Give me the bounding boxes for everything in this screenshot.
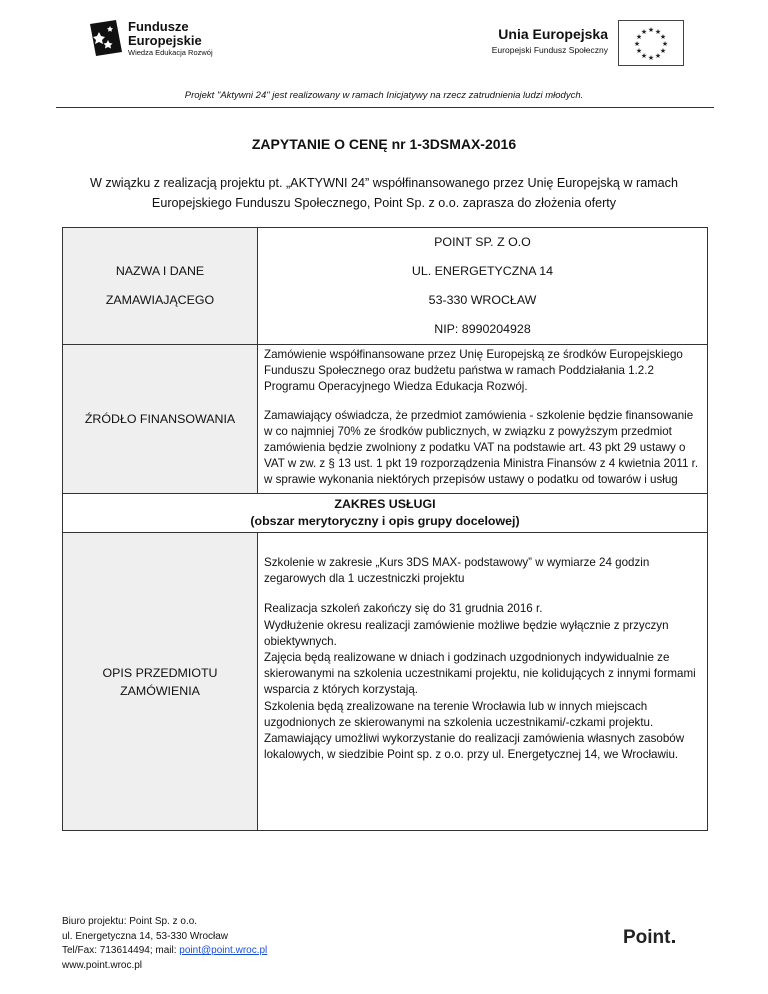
page-title: ZAPYTANIE O CENĘ nr 1-3DSMAX-2016 xyxy=(251,136,517,152)
desc-line-5: Zamawiający umożliwi wykorzystanie do realizacji zamówienia własnych zasobów lokalowych, w siedzibie Point sp. z o.o. przy ul. Energetycznej 14, we Wrocławiu. xyxy=(264,732,685,762)
financing-para2: Zamawiający oświadcza, że przedmiot zamówienia - szkolenie będzie finansowanie w co najmniej 70% ze środków publicznych, w związku z powyższym przedmiot zamówienia będzie zwolniony z podatku VAT na podstawie art. 43 pkt 29 ustawy o VAT w zw. z § 13 ust. 1 pkt 19 rozporządzenia Ministra Finansów z 4 kwietnia 2011 r. w sprawie wykonania niektórych przepisów ustawy o podatku od towarów i usług xyxy=(264,408,699,487)
eu-logo-line2: Europejski Fundusz Społeczny xyxy=(491,45,608,55)
label-financing: ŹRÓDŁO FINANSOWANIA xyxy=(84,412,236,426)
svg-text:★: ★ xyxy=(633,40,641,48)
svg-text:★: ★ xyxy=(661,40,669,48)
financing-para1: Zamówienie współfinansowane przez Unię Europejską ze środków Europejskiego Funduszu Społecznego oraz budżetu państwa w ramach Poddziałania 1.2.2 Programu Operacyjnego Wiedza Edukacja Rozwój. xyxy=(264,348,683,394)
footer-website: www.point.wroc.pl xyxy=(62,959,143,971)
inquiry-table xyxy=(62,227,708,831)
footer-line3 xyxy=(62,944,267,959)
header-divider xyxy=(56,107,714,108)
point-logo xyxy=(623,927,675,949)
value-cell xyxy=(258,533,708,831)
desc-line-1: Realizacja szkoleń zakończy się do 31 grudnia 2016 r. xyxy=(264,602,543,616)
svg-text:★: ★ xyxy=(654,28,662,36)
footer-contact xyxy=(62,915,267,973)
svg-text:★: ★ xyxy=(640,28,648,36)
point-logo-dot xyxy=(672,940,675,943)
label-desc-line1: OPIS PRZEDMIOTU xyxy=(102,665,218,680)
row-contracting-party xyxy=(63,228,708,345)
footer-line2: ul. Energetyczna 14, 53-330 Wrocław xyxy=(62,930,229,942)
section-title: ZAKRES USŁUGI xyxy=(334,497,436,511)
point-logo-text: Point xyxy=(623,927,671,948)
label-cell xyxy=(63,345,258,494)
section-cell xyxy=(63,494,708,533)
fe-logo-line2: Europejskie xyxy=(128,32,202,48)
svg-text:★: ★ xyxy=(647,54,655,62)
row-description xyxy=(63,533,708,831)
value-cell xyxy=(258,228,708,345)
row-section-heading xyxy=(63,494,708,533)
row-financing xyxy=(63,345,708,494)
svg-text:★: ★ xyxy=(654,52,662,60)
label-name-line2: ZAMAWIAJĄCEGO xyxy=(105,292,215,307)
party-city: 53-330 WROCŁAW xyxy=(428,293,537,307)
eu-logo xyxy=(470,20,690,66)
svg-text:★: ★ xyxy=(640,52,648,60)
footer-line1: Biuro projektu: Point Sp. z o.o. xyxy=(62,916,198,927)
svg-text:★: ★ xyxy=(659,47,667,55)
party-nip: NIP: 8990204928 xyxy=(434,322,531,336)
party-name: POINT SP. Z O.O xyxy=(434,235,531,249)
project-note: Projekt "Aktywni 24" jest realizowany w ramach Inicjatywy na rzecz zatrudnienia ludzi młodych. xyxy=(184,90,584,101)
email-link[interactable]: point@point.wroc.pl xyxy=(179,945,268,956)
svg-text:★: ★ xyxy=(647,26,655,34)
label-cell xyxy=(63,533,258,831)
svg-text:★: ★ xyxy=(659,33,667,41)
desc-line-3: Zajęcia będą realizowane w dniach i godzinach uzgodnionych indywidualnie ze skierowanymi na szkolenia uczestnikami projektu, nie kolidujących z innymi formami wsparcia z których korzystają. xyxy=(264,651,696,697)
eu-logo-line1: Unia Europejska xyxy=(498,26,608,42)
label-desc-line2: ZAMÓWIENIA xyxy=(120,683,200,698)
intro-paragraph: W związku z realizacją projektu pt. „AKTYWNI 24” współfinansowanego przez Unię Europejską w ramach Europejskiego Funduszu Społecznego, Point Sp. z o.o. zaprasza do złożenia oferty xyxy=(90,176,678,210)
party-street: UL. ENERGETYCZNA 14 xyxy=(411,264,554,278)
svg-text:★: ★ xyxy=(635,47,643,55)
fe-logo-line3: Wiedza Edukacja Rozwój xyxy=(128,48,213,58)
desc-line-4: Szkolenia będą zrealizowane na terenie Wrocławia lub w innych miejscach uzgodnionych ze skierowanymi na szkolenia uczestnikami/-czkami projektu. xyxy=(264,699,654,729)
fundusze-europejskie-logo xyxy=(88,16,238,64)
label-name-line1: NAZWA I DANE xyxy=(115,263,205,278)
value-cell xyxy=(258,345,708,494)
label-cell xyxy=(63,228,258,345)
fe-logo-line1: Fundusze xyxy=(128,19,189,34)
eu-flag-icon xyxy=(618,20,684,66)
desc-line-2: Wydłużenie okresu realizacji zamówienie możliwe będzie wyłącznie z przyczyn obiektywnych. xyxy=(264,618,669,648)
fundusze-europejskie-logo-icon xyxy=(88,18,124,58)
svg-text:★: ★ xyxy=(635,33,643,41)
desc-para1: Szkolenie w zakresie „Kurs 3DS MAX- podstawowy” w wymiarze 24 godzin zegarowych dla 1 uczestniczki projektu xyxy=(264,556,650,586)
section-subtitle: (obszar merytoryczny i opis grupy docelowej) xyxy=(250,514,520,528)
footer-phone: Tel/Fax: 713614494; mail: xyxy=(62,945,180,956)
